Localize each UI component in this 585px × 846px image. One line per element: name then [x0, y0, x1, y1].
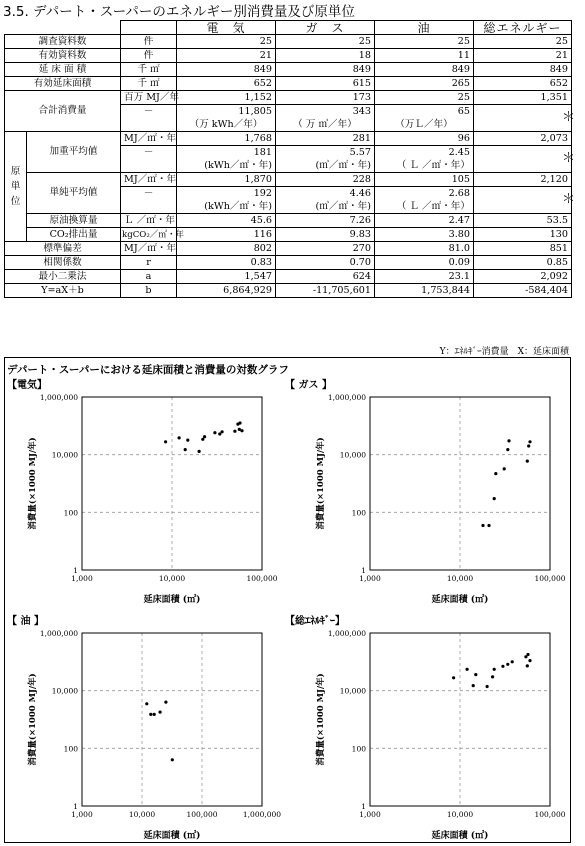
- x-tick-label: 1,000: [359, 574, 381, 583]
- table-cell: 23.1: [375, 270, 474, 284]
- legend-note: Y：ｴﾈﾙｷﾞｰ消費量 X：延床面積: [439, 347, 569, 357]
- data-point: [186, 439, 189, 442]
- table-cell: 53.5: [474, 214, 572, 228]
- table-cell: 228: [276, 173, 375, 187]
- scatter-chart-oil: [0, 621, 290, 846]
- y-tick-label: 1: [73, 802, 78, 811]
- data-point: [233, 430, 236, 433]
- x-axis-label: 延床面積 (㎡): [143, 831, 201, 841]
- row-unit: 件: [121, 49, 177, 63]
- table-header-row: [5, 21, 572, 35]
- row-unit: MJ／㎡・年: [121, 242, 177, 256]
- data-point: [238, 421, 241, 424]
- table-cell: 45.6: [177, 214, 276, 228]
- x-tick-label: 10,000: [446, 574, 474, 583]
- data-point: [526, 664, 529, 667]
- y-tick-label: 10,000: [339, 450, 366, 460]
- table-cell: 7.26: [276, 214, 375, 228]
- unit-note: （万 kWh／年）: [177, 118, 276, 132]
- gen-tani-label: 原単位: [5, 132, 27, 242]
- x-axis-label: 延床面積 (㎡): [143, 595, 201, 605]
- table-cell: 11: [375, 49, 474, 63]
- table-cell: -584,404: [474, 284, 572, 298]
- table-cell: 849: [375, 63, 474, 77]
- table-cell: 25: [375, 35, 474, 49]
- table-row: [5, 77, 572, 91]
- data-point: [491, 675, 494, 678]
- table-cell: 11,805: [177, 105, 276, 119]
- table-cell: 6,864,929: [177, 284, 276, 298]
- table-cell: 9.83: [276, 228, 375, 242]
- unit-note: (kWh／㎡・年): [177, 200, 276, 214]
- panel-label-total: 【総ｴﾈﾙｷﾞｰ】: [285, 616, 345, 627]
- y-tick-label: 1: [361, 802, 366, 811]
- scatter-chart-electric: [0, 385, 290, 610]
- x-tick-label: 100,000: [534, 574, 566, 583]
- data-point: [171, 758, 174, 761]
- table-cell: 0.83: [177, 256, 276, 270]
- data-point: [198, 450, 201, 453]
- x-tick-label: 100,000: [246, 574, 278, 583]
- table-cell: 1,547: [177, 270, 276, 284]
- table-cell: 2.45: [375, 146, 474, 160]
- table-cell: 65: [375, 105, 474, 119]
- row-label: 延 床 面 積: [5, 63, 121, 77]
- table-cell: 652: [474, 77, 572, 91]
- row-unit: －: [121, 105, 177, 119]
- table-cell: 2,120: [474, 173, 572, 187]
- table-cell: 4.46: [276, 187, 375, 201]
- row-label: 有効延床面積: [5, 77, 121, 91]
- table-row: [5, 63, 572, 77]
- data-point: [164, 440, 167, 443]
- table-row: [5, 256, 572, 270]
- table-cell: ＊: [474, 187, 572, 214]
- x-axis-label: 延床面積 (㎡): [431, 595, 489, 605]
- row-unit: MJ／㎡・年: [121, 132, 177, 146]
- y-axis-label: 消費量(×1000 MJ/年): [28, 673, 38, 766]
- col-header: ガ ス: [276, 21, 375, 35]
- unit-note: (㎥／㎡・年): [276, 159, 375, 173]
- y-tick-label: 10,000: [51, 686, 78, 696]
- scatter-chart-gas: [280, 385, 570, 610]
- x-tick-label: 10,000: [128, 810, 156, 819]
- row-unit: Ｌ ／㎡・年: [121, 214, 177, 228]
- x-axis-label: 延床面積 (㎡): [431, 831, 489, 841]
- row-label: 調査資料数: [5, 35, 121, 49]
- table-cell: 25: [276, 35, 375, 49]
- data-point: [213, 431, 216, 434]
- row-label: 加重平均値: [27, 132, 121, 173]
- table-cell: 2,092: [474, 270, 572, 284]
- x-tick-label: 1,000: [71, 574, 93, 583]
- y-tick-label: 10,000: [51, 450, 78, 460]
- row-unit: b: [121, 284, 177, 298]
- table-cell: 2,073: [474, 132, 572, 146]
- data-point: [481, 524, 484, 527]
- table-cell: 1,753,844: [375, 284, 474, 298]
- y-tick-label: 100: [351, 744, 366, 754]
- data-point: [528, 440, 531, 443]
- table-cell: 2.68: [375, 187, 474, 201]
- row-label: 標準偏差: [5, 242, 121, 256]
- unit-note: (㎥／㎡・年): [276, 200, 375, 214]
- table-row: [5, 132, 572, 146]
- table-cell: 21: [474, 49, 572, 63]
- page-title: 3.5. デパート・スーパーのエネルギー別消費量及び原単位: [3, 4, 355, 20]
- table-cell: 849: [177, 63, 276, 77]
- y-tick-label: 10,000: [339, 686, 366, 696]
- data-point: [526, 460, 529, 463]
- table-cell: 615: [276, 77, 375, 91]
- y-axis-label: 消費量(×1000 MJ/年): [28, 437, 38, 530]
- data-point: [494, 472, 497, 475]
- table-cell: 21: [177, 49, 276, 63]
- row-unit: kgCO₂／㎡・年: [122, 229, 185, 240]
- data-point: [503, 467, 506, 470]
- data-point: [240, 429, 243, 432]
- table-cell: 1,768: [177, 132, 276, 146]
- data-point: [184, 448, 187, 451]
- y-tick-label: 1,000,000: [327, 629, 366, 638]
- table-cell: 116: [177, 228, 276, 242]
- data-point: [511, 660, 514, 663]
- unit-note: （ Ｌ ／㎡・年）: [375, 159, 474, 173]
- table-row: [5, 91, 572, 105]
- row-label: 相関係数: [5, 256, 121, 270]
- table-row: [5, 242, 572, 256]
- y-tick-label: 1,000,000: [327, 393, 366, 402]
- y-axis-label: 消費量(×1000 MJ/年): [316, 437, 326, 530]
- row-unit: MJ／㎡・年: [121, 173, 177, 187]
- data-point: [474, 673, 477, 676]
- table-cell: 0.70: [276, 256, 375, 270]
- col-header: 油: [375, 21, 474, 35]
- row-unit: 件: [121, 35, 177, 49]
- table-cell: 2.47: [375, 214, 474, 228]
- table-cell: 849: [474, 63, 572, 77]
- table-cell: 81.0: [375, 242, 474, 256]
- row-label: 合計消費量: [5, 91, 121, 132]
- y-tick-label: 1,000,000: [39, 629, 78, 638]
- data-point: [164, 701, 167, 704]
- x-tick-label: 1,000: [359, 810, 381, 819]
- table-row: [5, 228, 572, 242]
- data-point: [527, 444, 530, 447]
- panel-label-electric: 【電気】: [7, 380, 47, 391]
- table-row: [5, 270, 572, 284]
- unit-note: （ 万 ㎥／年）: [276, 118, 375, 132]
- scatter-chart-total: [280, 621, 570, 846]
- data-point: [501, 665, 504, 668]
- table-cell: ＊: [474, 146, 572, 173]
- table-cell: 5.57: [276, 146, 375, 160]
- table-cell: 1,152: [177, 91, 276, 105]
- col-header: 電 気: [177, 21, 276, 35]
- row-unit: 千 ㎡: [121, 63, 177, 77]
- row-label: 原油換算量: [27, 214, 121, 228]
- table-cell: 802: [177, 242, 276, 256]
- y-tick-label: 100: [351, 508, 366, 518]
- x-tick-label: 100,000: [534, 810, 566, 819]
- energy-table: [4, 20, 576, 298]
- data-point: [493, 497, 496, 500]
- table-cell: 96: [375, 132, 474, 146]
- data-point: [506, 663, 509, 666]
- data-point: [149, 713, 152, 716]
- table-cell: 0.85: [474, 256, 572, 270]
- data-point: [466, 668, 469, 671]
- table-cell: 130: [474, 228, 572, 242]
- data-point: [486, 685, 489, 688]
- row-unit: r: [121, 256, 177, 270]
- table-row: [5, 214, 572, 228]
- data-point: [145, 702, 148, 705]
- row-unit: －: [121, 146, 177, 160]
- y-axis-label: 消費量(×1000 MJ/年): [316, 673, 326, 766]
- data-point: [506, 448, 509, 451]
- y-tick-label: 100: [63, 508, 78, 518]
- table-cell: 849: [276, 63, 375, 77]
- x-tick-label: 10,000: [446, 810, 474, 819]
- y-tick-label: 1,000,000: [39, 393, 78, 402]
- data-point: [526, 653, 529, 656]
- table-cell: 851: [474, 242, 572, 256]
- table-cell: 173: [276, 91, 375, 105]
- table-cell: 0.09: [375, 256, 474, 270]
- table-cell: 1,351: [474, 91, 572, 105]
- table-cell: 25: [375, 91, 474, 105]
- data-point: [493, 668, 496, 671]
- charts-title: デパート・スーパーにおける延床面積と消費量の対数グラフ: [7, 364, 289, 376]
- table-cell: 18: [276, 49, 375, 63]
- row-unit: 千 ㎡: [121, 77, 177, 91]
- plot-frame: [82, 633, 262, 806]
- x-tick-label: 100,000: [186, 810, 218, 819]
- table-cell: 25: [474, 35, 572, 49]
- panel-label-oil: 【 油 】: [7, 616, 44, 627]
- x-tick-label: 10,000: [158, 574, 186, 583]
- data-point: [153, 713, 156, 716]
- data-point: [452, 676, 455, 679]
- unit-note: （ Ｌ ／㎡・年）: [375, 200, 474, 214]
- table-row: [5, 284, 572, 298]
- data-point: [203, 435, 206, 438]
- data-point: [159, 711, 162, 714]
- row-unit: －: [121, 187, 177, 201]
- table-cell: ＊: [474, 105, 572, 132]
- table-cell: 343: [276, 105, 375, 119]
- data-point: [472, 684, 475, 687]
- y-tick-label: 1: [73, 566, 78, 575]
- data-point: [528, 659, 531, 662]
- table-cell: 270: [276, 242, 375, 256]
- unit-note: （万Ｌ／年）: [375, 118, 474, 132]
- y-tick-label: 100: [63, 744, 78, 754]
- data-point: [201, 438, 204, 441]
- table-cell: 265: [375, 77, 474, 91]
- data-point: [507, 439, 510, 442]
- row-label: CO₂排出量: [27, 228, 121, 242]
- table-cell: -11,705,601: [276, 284, 375, 298]
- unit-note: (kWh／㎡・年): [177, 159, 276, 173]
- table-cell: 624: [276, 270, 375, 284]
- y-tick-label: 1: [361, 566, 366, 575]
- table-cell: 281: [276, 132, 375, 146]
- col-header: 総エネルギー: [474, 21, 572, 35]
- row-label: 単純平均値: [27, 173, 121, 214]
- row-label: 有効資料数: [5, 49, 121, 63]
- table-cell: 1,870: [177, 173, 276, 187]
- table-row: [5, 35, 572, 49]
- table-cell: 181: [177, 146, 276, 160]
- row-label: Y=aX＋b: [5, 284, 121, 298]
- data-point: [487, 524, 490, 527]
- row-unit: 百万 MJ／年: [121, 91, 177, 105]
- table-cell: 652: [177, 77, 276, 91]
- panel-label-gas: 【 ガス 】: [285, 380, 332, 391]
- table-row: [5, 49, 572, 63]
- row-label: 最小二乗法: [5, 270, 121, 284]
- data-point: [221, 430, 224, 433]
- x-tick-label: 1,000: [71, 810, 93, 819]
- table-row: [5, 173, 572, 187]
- table-cell: 105: [375, 173, 474, 187]
- table-cell: 25: [177, 35, 276, 49]
- data-point: [178, 436, 181, 439]
- row-unit: a: [121, 270, 177, 284]
- table-cell: 3.80: [375, 228, 474, 242]
- x-tick-label: 1,000,000: [242, 810, 282, 819]
- table-cell: 192: [177, 187, 276, 201]
